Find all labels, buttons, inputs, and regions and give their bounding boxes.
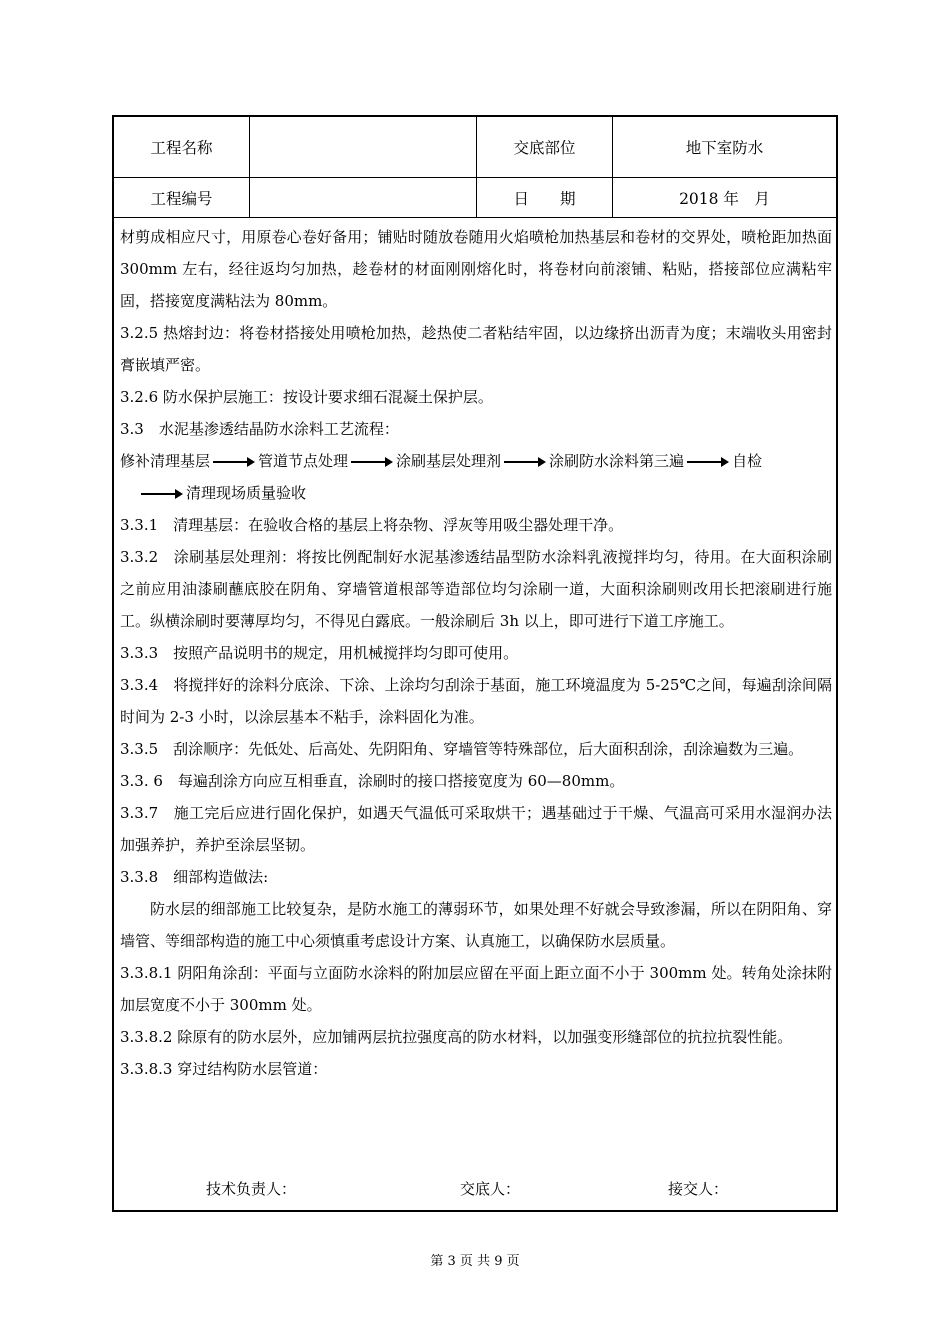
date-value: 2018 年 月: [613, 178, 837, 218]
header-table: [114, 117, 836, 218]
paragraph: 3.3.1 清理基层：在验收合格的基层上将杂物、浮灰等用吸尘器处理干净。: [120, 516, 624, 534]
arrow-right-icon: [687, 457, 729, 467]
paragraph: 防水层的细部施工比较复杂，是防水施工的薄弱环节，如果处理不好就会导致渗漏，所以在阴阳角、穿墙管、等细部构造的施工中心须慎重考虑设计方案、认真施工，以确保防水层质量。: [120, 900, 832, 950]
page-number: 第 3 页 共 9 页: [430, 1254, 520, 1269]
paragraph: 材剪成相应尺寸，用原卷心卷好备用；铺贴时随放卷随用火焰喷枪加热基层和卷材的交界处，喷枪距加热面 300mm 左右，经往返均匀加热，趁卷材的材面刚刚熔化时，将卷材向前滚铺、粘贴，搭接部位应满粘牢固，搭接宽度满粘法为 80mm。: [120, 228, 832, 310]
signature-row: [114, 1178, 836, 1206]
process-flow: [120, 445, 832, 477]
flow-step: 修补清理基层: [120, 452, 211, 470]
paragraph: 3.3 水泥基渗透结晶防水涂料工艺流程：: [120, 420, 399, 438]
project-no-value: [250, 178, 477, 218]
arrow-right-icon: [504, 457, 546, 467]
process-flow-continued: [120, 477, 832, 509]
flow-step: 涂刷基层处理剂: [396, 452, 502, 470]
paragraph: 3.3.7 施工完后应进行固化保护，如遇天气温低可采取烘干；遇基础过于干燥、气温高可采用水湿润办法加强养护，养护至涂层坚韧。: [120, 804, 832, 854]
content-body: [120, 221, 832, 1085]
date-label: 日 期: [477, 178, 613, 218]
paragraph: 3.3.2 涂刷基层处理剂：将按比例配制好水泥基渗透结晶型防水涂料乳液搅拌均匀，待用。在大面积涂刷之前应用油漆刷蘸底胶在阴角、穿墙管道根部等造部位均匀涂刷一道，大面积涂刷则改用长把滚刷进行施工。纵横涂刷时要薄厚均匀，不得见白露底。一般涂刷后 3h 以上，即可进行下道工序施工。: [120, 548, 832, 630]
paragraph: 3.3.8 细部构造做法:: [120, 868, 269, 886]
discloser-label: 交底人：: [460, 1180, 521, 1198]
flow-step: 涂刷防水涂料第三遍: [549, 452, 685, 470]
project-name-value: [250, 117, 477, 178]
project-no-label: 工程编号: [114, 178, 250, 218]
flow-step: 自检: [732, 452, 763, 470]
tech-lead-label: 技术负责人：: [206, 1180, 297, 1198]
receiver-label: 接交人：: [668, 1180, 729, 1198]
arrow-right-icon: [351, 457, 393, 467]
document-frame: [112, 115, 838, 1212]
flow-step: 清理现场质量验收: [186, 484, 307, 502]
paragraph: 3.2.5 热熔封边：将卷材搭接处用喷枪加热，趁热使二者粘结牢固，以边缘挤出沥青为度；末端收头用密封膏嵌填严密。: [120, 324, 832, 374]
paragraph: 3.3.8.2 除原有的防水层外，应加铺两层抗拉强度高的防水材料，以加强变形缝部位的抗拉抗裂性能。: [120, 1028, 793, 1046]
arrow-right-icon: [141, 489, 183, 499]
paragraph: 3.3.8.1 阴阳角涂刮：平面与立面防水涂料的附加层应留在平面上距立面不小于 300mm 处。转角处涂抹附加层宽度不小于 300mm 处。: [120, 964, 832, 1014]
arrow-right-icon: [213, 457, 255, 467]
project-name-label: 工程名称: [114, 117, 250, 178]
paragraph: 3.3.4 将搅拌好的涂料分底涂、下涂、上涂均匀刮涂于基面，施工环境温度为 5-25℃之间，每遍刮涂间隔时间为 2-3 小时，以涂层基本不粘手，涂料固化为准。: [120, 676, 832, 726]
location-label: 交底部位: [477, 117, 613, 178]
paragraph: 3.3.3 按照产品说明书的规定，用机械搅拌均匀即可使用。: [120, 644, 519, 662]
paragraph: 3.2.6 防水保护层施工：按设计要求细石混凝土保护层。: [120, 388, 493, 406]
paragraph: 3.3.5 刮涂顺序：先低处、后高处、先阴阳角、穿墙管等特殊部位，后大面积刮涂，刮涂遍数为三遍。: [120, 740, 804, 758]
paragraph: 3.3.8.3 穿过结构防水层管道：: [120, 1060, 328, 1078]
paragraph: 3.3. 6 每遍刮涂方向应互相垂直，涂刷时的接口搭接宽度为 60—80mm。: [120, 772, 625, 790]
flow-step: 管道节点处理: [258, 452, 349, 470]
location-value: 地下室防水: [613, 117, 837, 178]
